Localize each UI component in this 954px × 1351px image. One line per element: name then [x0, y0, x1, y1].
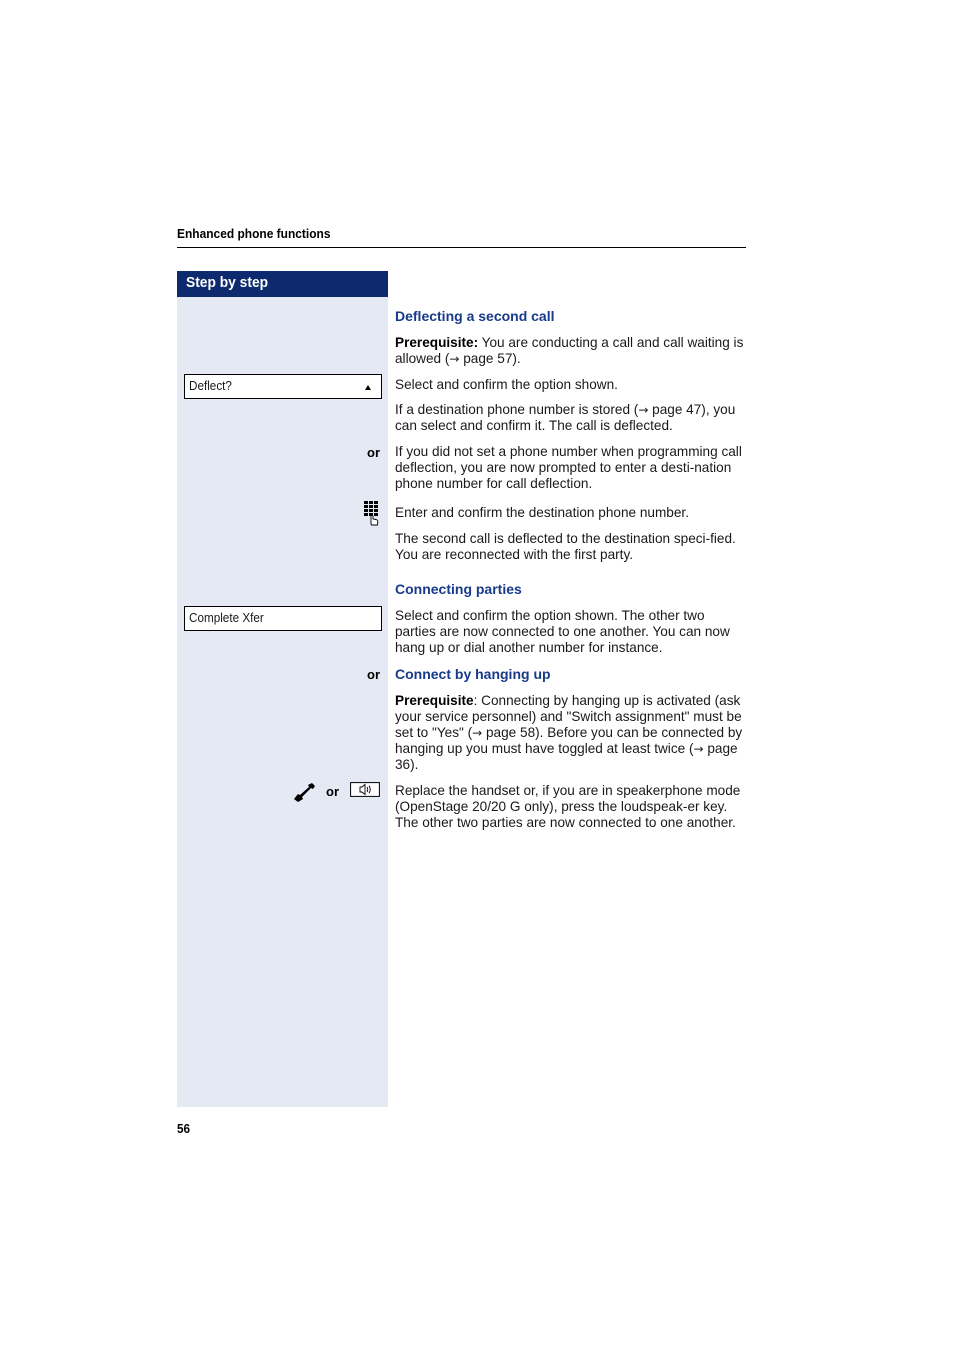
step-by-step-header — [177, 271, 388, 297]
display-deflect[interactable] — [184, 374, 382, 399]
hangup-replace: Replace the handset or, if you are in speakerphone mode (OpenStage 20/20 G only), press the loudspeak-er key. The other two parties are now connected to one another. — [395, 783, 741, 830]
heading-connect-by-hanging-up: Connect by hanging up — [395, 666, 551, 682]
deflect-select-confirm: Select and confirm the option shown. — [395, 377, 618, 392]
or-label-1: or — [367, 445, 380, 460]
deflect-enter-confirm: Enter and confirm the destination phone number. — [395, 505, 689, 520]
heading-connecting-parties: Connecting parties — [395, 581, 522, 597]
handset-icon — [292, 782, 316, 802]
or-label-3: or — [326, 784, 339, 799]
step-by-step-column — [177, 297, 388, 1107]
arrow-icon: → — [449, 352, 460, 366]
prereq-label: Prerequisite: — [395, 335, 479, 350]
arrow-icon: → — [472, 726, 483, 740]
display-complete-xfer[interactable] — [184, 606, 382, 631]
display-deflect-label: Deflect? — [189, 378, 232, 393]
arrow-icon: → — [693, 742, 704, 756]
connect-select-confirm: Select and confirm the option shown. The other two parties are now connected to one another. You can now hang up or dial another number for instance. — [395, 608, 730, 655]
display-complete-xfer-label: Complete Xfer — [189, 610, 264, 625]
page-header-title: Enhanced phone functions — [177, 226, 331, 241]
loudspeaker-key-icon — [350, 782, 380, 797]
deflect-no-number: If you did not set a phone number when programming call deflection, you are now prompted to enter a desti-nation phone number for call deflection. — [395, 444, 742, 491]
or-label-2: or — [367, 667, 380, 682]
prereq-label: Prerequisite — [395, 693, 474, 708]
arrow-icon: → — [638, 403, 649, 417]
deflect-dest-stored: If a destination phone number is stored (→ page 47), you can select and confirm it. The call is deflected. — [395, 402, 736, 433]
page-number: 56 — [177, 1121, 191, 1136]
keypad-icon — [362, 500, 382, 526]
heading-deflecting-second-call: Deflecting a second call — [395, 308, 555, 324]
deflect-prerequisite: Prerequisite: You are conducting a call and call waiting is allowed (→ page 57). — [395, 335, 744, 366]
step-by-step-title: Step by step — [186, 274, 269, 291]
hangup-prerequisite: Prerequisite: Connecting by hanging up is activated (ask your service personnel) and "Switch assignment" must be set to "Yes" (→ page 58). Before you can be connected by hanging up you must have toggled at least twice (→ page 36). — [395, 693, 743, 772]
header-rule — [177, 247, 746, 248]
deflect-result: The second call is deflected to the destination speci-fied. You are reconnected with the first party. — [395, 531, 736, 562]
dropdown-arrow-icon — [365, 385, 371, 390]
